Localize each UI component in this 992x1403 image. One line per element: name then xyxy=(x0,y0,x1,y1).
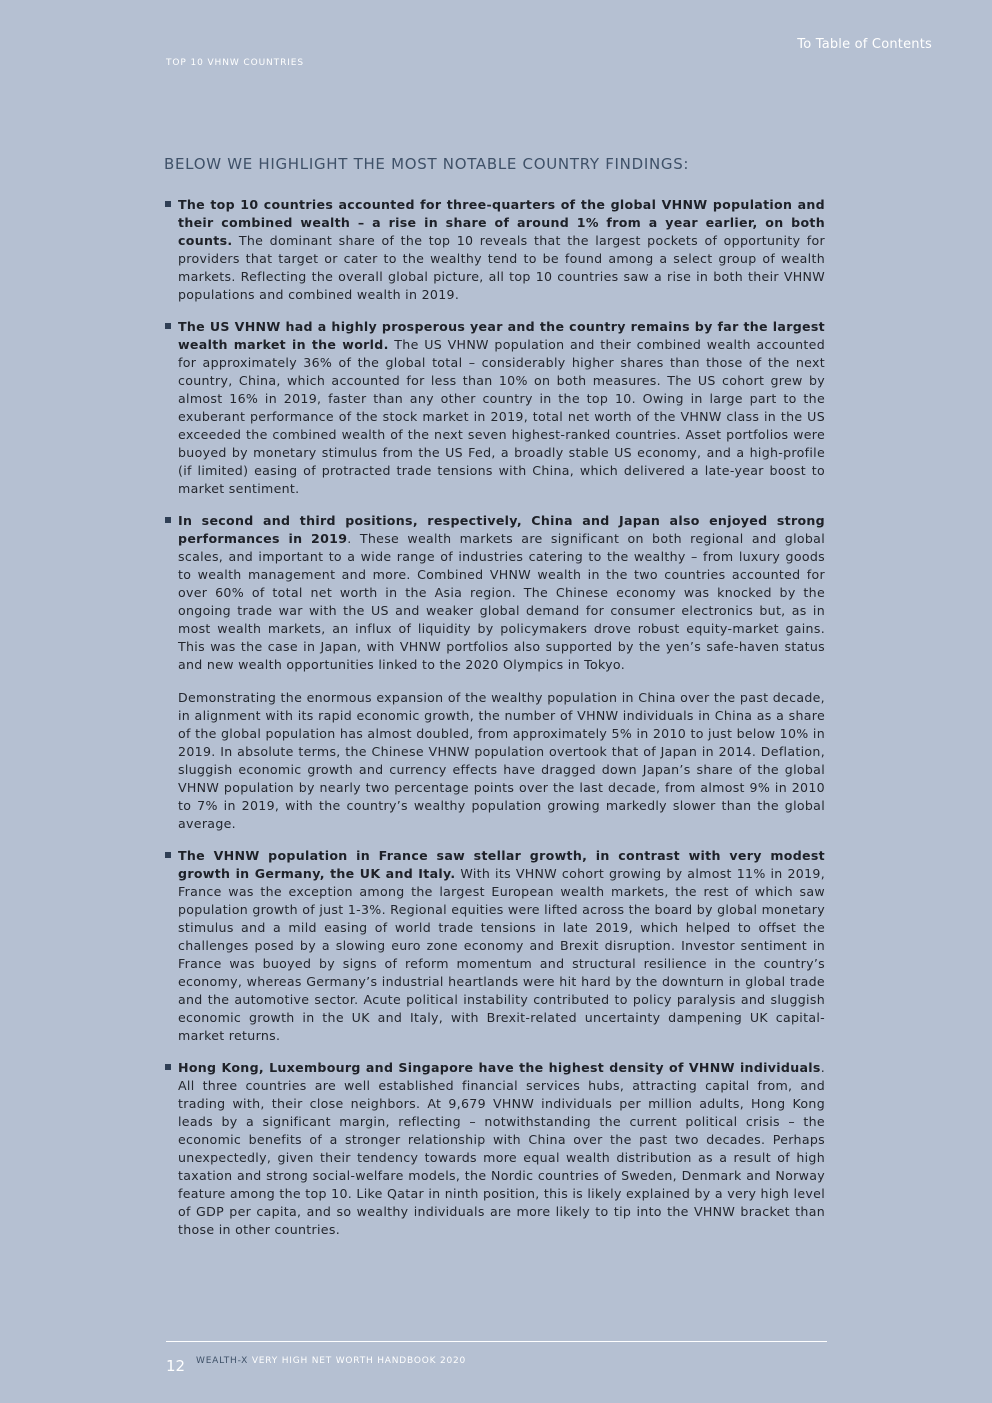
finding-paragraph xyxy=(178,196,825,304)
finding-france-europe xyxy=(164,847,825,1045)
finding-china-japan xyxy=(164,512,825,833)
finding-body: With its VHNW cohort growing by almost 11% in 2019, France was the exception among the largest European wealth markets, the rest of which saw population growth of just 1-3%. Regional equities were lifted across the board by global monetary stimulus and a mild easing of world trade tensions in late 2019, which helped to offset the challenges posed by a slowing euro zone economy and Brexit disruption. Investor sentiment in France was buoyed by signs of reform momentum and structural resilience in the country’s economy, whereas Germany’s industrial heartlands were hit hard by the downturn in global trade and the automotive sector. Acute political instability contributed to policy paralysis and sluggish economic growth in the UK and Italy, with Brexit-related uncertainty dampening UK capital-market returns. xyxy=(178,866,825,1043)
table-of-contents-link[interactable]: To Table of Contents xyxy=(797,37,932,52)
square-bullet-icon xyxy=(165,323,171,329)
square-bullet-icon xyxy=(165,201,171,207)
footer-brand-name: WEALTH-X xyxy=(196,1356,249,1366)
finding-body: . All three countries are well established financial services hubs, attracting capital from, and trading with, their close neighbors. At 9,679 VHNW individuals per million adults, Hong Kong leads by a significant margin, reflecting – notwithstanding the current political crisis – the economic benefits of a stronger relationship with China over the past two decades. Perhaps unexpectedly, given their tendency towards more equal wealth distribution as a result of high taxation and strong social-welfare models, the Nordic countries of Sweden, Denmark and Norway feature among the top 10. Like Qatar in ninth position, this is likely explained by a very high level of GDP per capita, and so wealthy individuals are more likely to tip into the VHNW bracket than those in other countries. xyxy=(178,1060,825,1237)
finding-paragraph xyxy=(178,318,825,498)
finding-lead: The VHNW population in France saw stellar growth, in contrast with very modest growth in Germany, the UK and Italy. xyxy=(178,848,825,881)
finding-paragraph xyxy=(178,1059,825,1239)
footer-publication xyxy=(196,1356,466,1366)
finding-top10-share xyxy=(164,196,825,304)
finding-body: The dominant share of the top 10 reveals that the largest pockets of opportunity for providers that target or cater to the wealthy tend to be found among a select group of wealth markets. Reflecting the overall global picture, all top 10 countries saw a rise in both their VHNW populations and combined wealth in 2019. xyxy=(178,233,825,302)
finding-lead: Hong Kong, Luxembourg and Singapore have the highest density of VHNW individuals xyxy=(178,1060,821,1075)
finding-lead: The US VHNW had a highly prosperous year and the country remains by far the largest wealth market in the world. xyxy=(178,319,825,352)
findings-list xyxy=(164,196,825,1253)
finding-vhnw-density xyxy=(164,1059,825,1239)
finding-body: The US VHNW population and their combined wealth accounted for approximately 36% of the global total – considerably higher shares than those of the next country, China, which accounted for less than 10% on both measures. The US cohort grew by almost 16% in 2019, faster than any other country in the top 10. Owing in large part to the exuberant performance of the stock market in 2019, total net worth of the VHNW class in the US exceeded the combined wealth of the next seven highest-ranked countries. Asset portfolios were buoyed by monetary stimulus from the US Fed, a broadly stable US economy, and a high-profile (if limited) easing of protracted trade tensions with China, which delivered a late-year boost to market sentiment. xyxy=(178,337,825,496)
finding-paragraph xyxy=(178,512,825,674)
page-heading: BELOW WE HIGHLIGHT THE MOST NOTABLE COUNTRY FINDINGS: xyxy=(164,155,690,173)
finding-extra-paragraph: Demonstrating the enormous expansion of the wealthy population in China over the past decade, in alignment with its rapid economic growth, the number of VHNW individuals in China as a share of the global population has almost doubled, from approximately 5% in 2010 to just below 10% in 2019. In absolute terms, the Chinese VHNW population overtook that of Japan in 2014. Deflation, sluggish economic growth and currency effects have dragged down Japan’s share of the global VHNW population by nearly two percentage points over the last decade, from almost 9% in 2010 to 7% in 2019, with the country’s wealthy population growing markedly slower than the global average. xyxy=(178,690,825,831)
finding-paragraph xyxy=(178,847,825,1045)
footer-divider xyxy=(166,1341,827,1342)
square-bullet-icon xyxy=(165,517,171,523)
square-bullet-icon xyxy=(165,1064,171,1070)
square-bullet-icon xyxy=(165,852,171,858)
finding-lead: In second and third positions, respectively, China and Japan also enjoyed strong performances in 2019 xyxy=(178,513,825,546)
page-number: 12 xyxy=(166,1357,186,1375)
finding-body: . These wealth markets are significant on both regional and global scales, and important to a wide range of industries catering to the wealthy – from luxury goods to wealth management and more. Combined VHNW wealth in the two countries accounted for over 60% of total net worth in the Asia region. The Chinese economy was knocked by the ongoing trade war with the US and weaker global demand for consumer electronics but, as in most wealth markets, an influx of liquidity by policymakers drove robust equity-market gains. This was the case in Japan, with VHNW portfolios also supported by the yen’s safe-haven status and new wealth opportunities linked to the 2020 Olympics in Tokyo. xyxy=(178,531,825,672)
finding-lead: The top 10 countries accounted for three-quarters of the global VHNW population and their combined wealth – a rise in share of around 1% from a year earlier, on both counts. xyxy=(178,197,825,248)
section-label: TOP 10 VHNW COUNTRIES xyxy=(166,58,304,68)
finding-us-market xyxy=(164,318,825,498)
footer-publication-title: VERY HIGH NET WORTH HANDBOOK 2020 xyxy=(251,1356,467,1366)
